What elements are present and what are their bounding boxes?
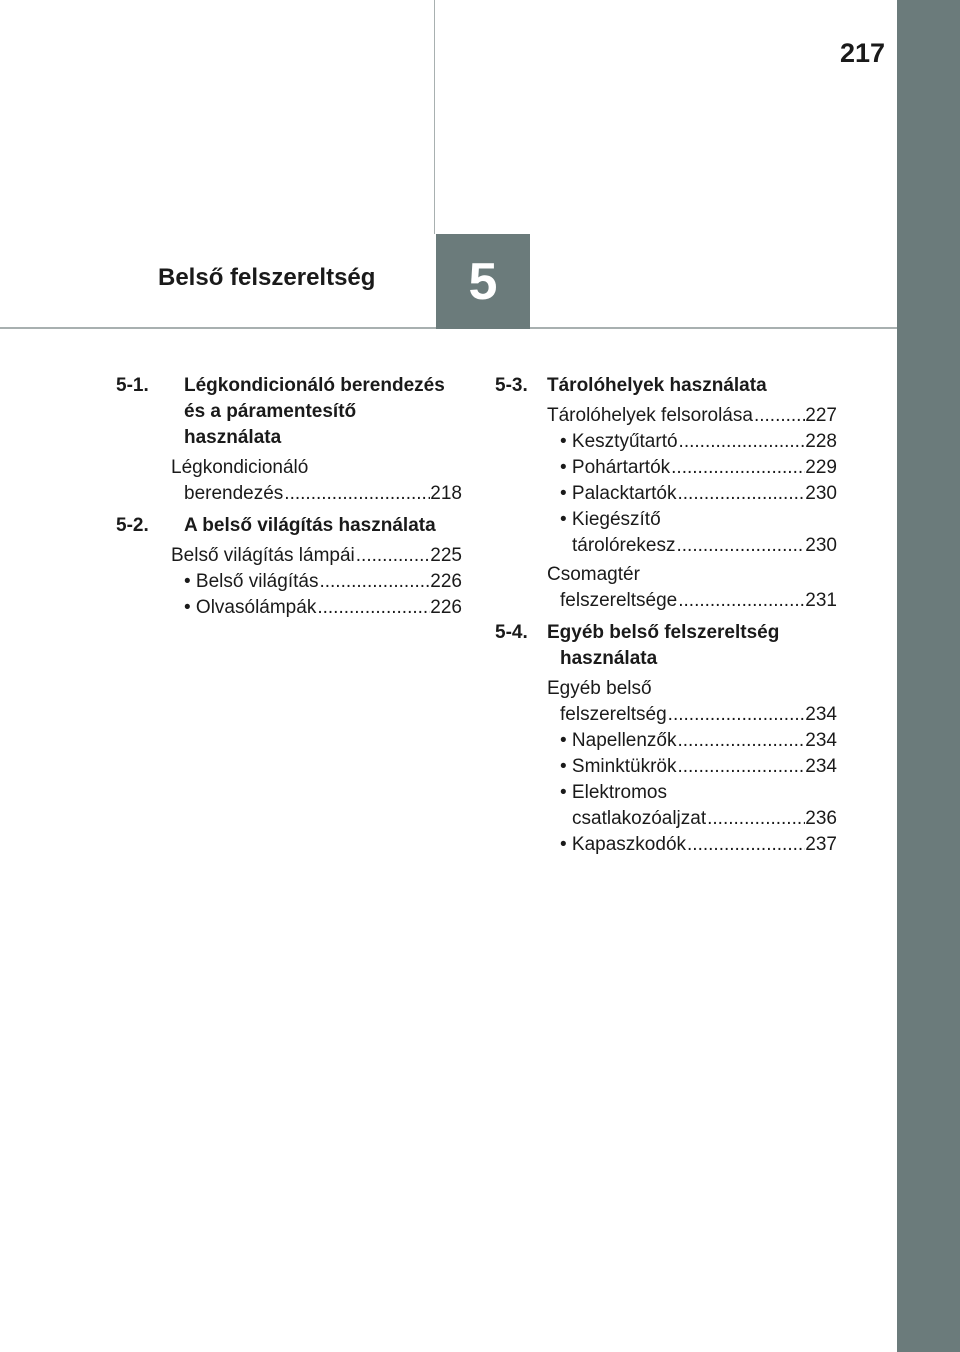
toc-entry-text: Csomagtér — [547, 564, 640, 585]
toc-page-number: 218 — [430, 483, 462, 504]
toc-entry-text: • Napellenzők — [560, 730, 677, 751]
leader-dots — [670, 455, 805, 481]
leader-dots — [318, 569, 430, 595]
toc-page-number: 234 — [805, 730, 837, 751]
toc-page-number: 228 — [805, 431, 837, 452]
leader-dots — [676, 481, 805, 507]
toc-entry[interactable] — [184, 595, 462, 621]
section-number: 5-2. — [116, 515, 149, 536]
toc-entry[interactable] — [560, 429, 837, 455]
toc-entry-text: berendezés — [184, 483, 284, 504]
toc-entry-text: • Kapaszkodók — [560, 834, 687, 855]
toc-entry-text: felszereltsége — [560, 590, 678, 611]
toc-entry[interactable] — [171, 543, 462, 569]
toc-entry-text: felszereltség — [560, 704, 667, 725]
section-number: 5-4. — [495, 622, 528, 643]
leader-dots — [283, 481, 430, 507]
leader-dots — [686, 832, 805, 858]
toc-page-number: 227 — [805, 405, 837, 426]
toc-entry[interactable] — [547, 403, 837, 429]
toc-entry-text: csatlakozóaljzat — [572, 808, 707, 829]
toc-page-number: 236 — [805, 808, 837, 829]
leader-dots — [706, 806, 805, 832]
toc-entry-text: • Olvasólámpák — [184, 597, 317, 618]
leader-dots — [316, 595, 430, 621]
toc-entry-text: • Kesztyűtartó — [560, 431, 678, 452]
toc-entry[interactable] — [560, 754, 837, 780]
section-title-cont: használata — [184, 427, 282, 448]
toc-page-number: 237 — [805, 834, 837, 855]
toc-page-number: 230 — [805, 483, 837, 504]
toc-entry[interactable] — [184, 569, 462, 595]
toc-page-number: 226 — [430, 571, 462, 592]
leader-dots — [676, 754, 805, 780]
toc-entry-text: • Palacktartók — [560, 483, 677, 504]
leader-dots — [678, 429, 806, 455]
section-title: Tárolóhelyek használata — [547, 375, 767, 396]
section-title: Egyéb belső felszereltség — [547, 622, 780, 643]
leader-dots — [677, 588, 805, 614]
page-number: 217 — [839, 38, 885, 68]
leader-dots — [753, 403, 805, 429]
toc-page-number: 229 — [805, 457, 837, 478]
toc-entry-text: • Sminktükrök — [560, 756, 677, 777]
leader-dots — [676, 533, 806, 559]
chapter-number-box: 5 — [436, 234, 530, 329]
leader-dots — [677, 728, 806, 754]
leader-dots — [667, 702, 806, 728]
toc-entry-text: Belső világítás lámpái — [171, 545, 355, 566]
toc-entry-text: • Pohártartók — [560, 457, 671, 478]
section-number: 5-1. — [116, 375, 149, 396]
toc-entry[interactable] — [560, 481, 837, 507]
toc-entry-text: Egyéb belső — [547, 678, 652, 699]
toc-entry-text: • Elektromos — [560, 782, 667, 803]
toc-entry-text: • Kiegészítő — [560, 509, 661, 530]
toc-page-number: 234 — [805, 756, 837, 777]
leader-dots — [355, 543, 431, 569]
section-title-cont: és a páramentesítő — [184, 401, 357, 422]
chapter-side-bar — [897, 0, 960, 1352]
toc-page-number: 230 — [805, 535, 837, 556]
chapter-title: Belső felszereltség — [158, 264, 376, 291]
toc-entry-text: • Belső világítás — [184, 571, 319, 592]
section-title: A belső világítás használata — [184, 515, 436, 536]
section-title: Légkondicionáló berendezés — [184, 375, 445, 396]
toc-entry[interactable] — [560, 455, 837, 481]
toc-entry-text: Tárolóhelyek felsorolása — [547, 405, 753, 426]
section-number: 5-3. — [495, 375, 528, 396]
section-title-cont: használata — [560, 648, 658, 669]
toc-page-number: 234 — [805, 704, 837, 725]
toc-entry[interactable] — [560, 728, 837, 754]
toc-entry-text: tárolórekesz — [572, 535, 676, 556]
header-vertical-divider — [434, 0, 435, 234]
toc-entry[interactable] — [560, 832, 837, 858]
toc-page-number: 225 — [430, 545, 462, 566]
toc-page-number: 231 — [805, 590, 837, 611]
toc-page-number: 226 — [430, 597, 462, 618]
toc-entry-text: Légkondicionáló — [171, 457, 309, 478]
